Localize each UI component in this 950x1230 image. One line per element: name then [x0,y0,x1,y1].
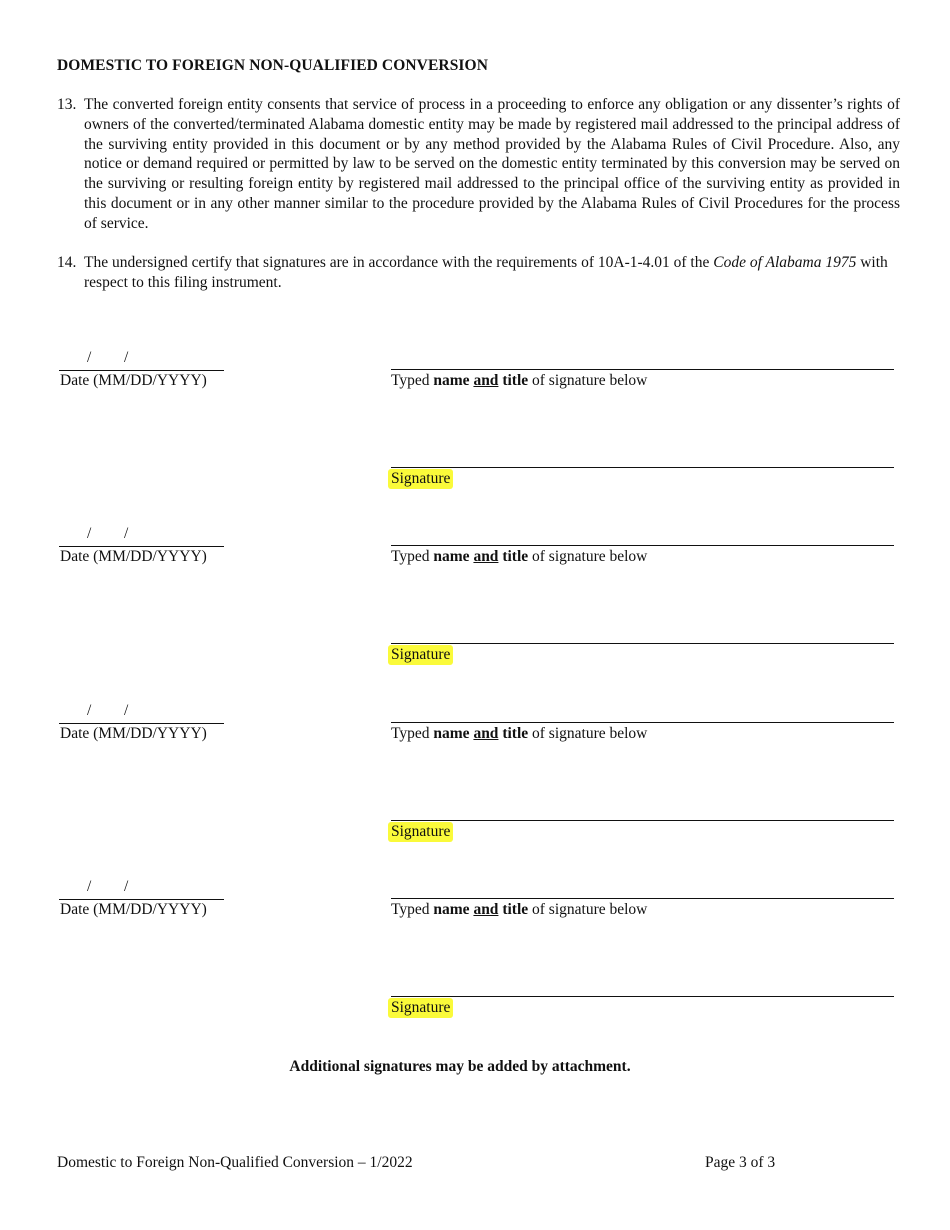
signature-block [0,349,950,522]
typed-name-label: Typed name and title of signature below [391,725,648,742]
signature-field[interactable] [391,996,894,997]
date-separator: / [124,525,129,542]
signature-block [0,878,950,1051]
clause-13 [57,95,900,234]
footer-page-number: Page 3 of 3 [705,1154,776,1171]
code-citation: Code of Alabama 1975 [713,254,857,271]
typed-name-label: Typed name and title of signature below [391,372,648,389]
date-field[interactable] [59,349,224,371]
typed-name-field[interactable] [391,898,894,899]
signature-label: Signature [388,822,453,842]
date-label: Date (MM/DD/YYYY) [60,548,207,565]
clause-text [84,253,900,293]
signature-label: Signature [388,469,453,489]
date-separator: / [87,878,92,895]
signature-field[interactable] [391,820,894,821]
additional-signatures-note: Additional signatures may be added by attachment. [289,1058,631,1075]
form-heading: DOMESTIC TO FOREIGN NON-QUALIFIED CONVERSION [57,57,488,74]
typed-name-field[interactable] [391,722,894,723]
signature-block [0,702,950,875]
date-separator: / [87,525,92,542]
signature-field[interactable] [391,467,894,468]
typed-name-field[interactable] [391,369,894,370]
date-label: Date (MM/DD/YYYY) [60,901,207,918]
date-label: Date (MM/DD/YYYY) [60,725,207,742]
date-separator: / [124,349,129,366]
signature-block [0,525,950,698]
date-field[interactable] [59,878,224,900]
clause-number: 13. [57,96,77,113]
footer-form-name: Domestic to Foreign Non-Qualified Conversion – 1/2022 [57,1154,413,1171]
date-field[interactable] [59,702,224,724]
typed-name-label: Typed name and title of signature below [391,901,648,918]
date-separator: / [124,878,129,895]
clause-text: The converted foreign entity consents that service of process in a proceeding to enforce any obligation or any dissenter’s rights of owners of the converted/terminated Alabama domestic entity may be made by registered mail addressed to the principal address of the surviving entity provided in this document or by any method provided by the Alabama Rules of Civil Procedure. Also, any notice or demand required or permitted by law to be served on the domestic entity terminated by this conversion may be served on the surviving or resulting foreign entity by registered mail addressed to the principal office of the surviving entity as provided in this document or in any other manner similar to the procedure provided by the Alabama Rules of Civil Procedures for the process of service. [84,96,900,232]
date-label: Date (MM/DD/YYYY) [60,372,207,389]
signature-label: Signature [388,645,453,665]
clause-text-part: The undersigned certify that signatures are in accordance with the requirements of 10A-1-4.01 of the [84,254,714,271]
signature-label: Signature [388,998,453,1018]
date-field[interactable] [59,525,224,547]
signature-field[interactable] [391,643,894,644]
date-separator: / [87,702,92,719]
clause-text-part: with respect to this filing instrument. [84,254,888,291]
typed-name-label: Typed name and title of signature below [391,548,648,565]
clause-number: 14. [57,254,77,271]
typed-name-field[interactable] [391,545,894,546]
date-separator: / [87,349,92,366]
date-separator: / [124,702,129,719]
clause-14 [57,253,900,293]
